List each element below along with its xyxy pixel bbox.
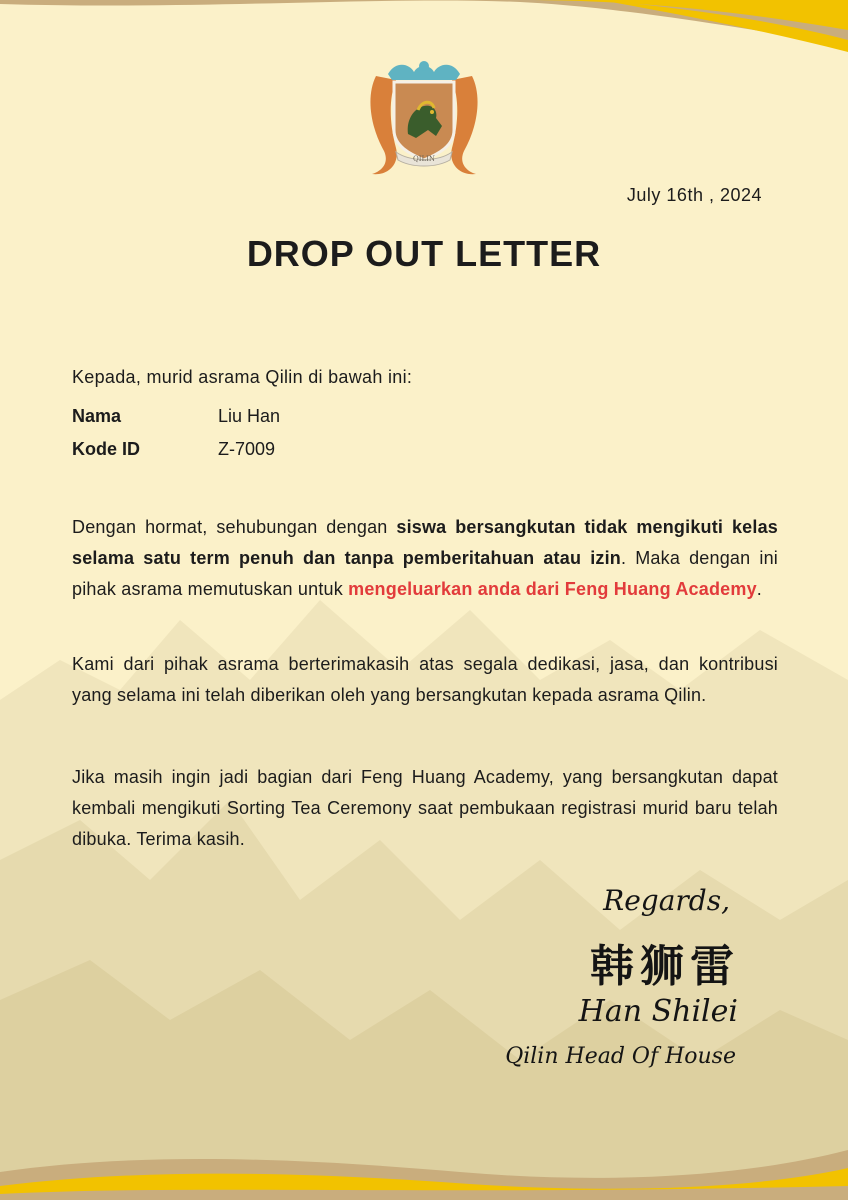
field-value: Z-7009: [218, 439, 276, 459]
paragraph-reapply: Jika masih ingin jadi bagian dari Feng Huang Academy, yang bersangkutan dapat kembali mengikuti Sorting Tea Ceremony saat pembukaan registrasi murid baru telah dibuka. Terima kasih.: [72, 767, 778, 849]
signature-role: Qilin Head Of House: [505, 1044, 736, 1069]
paragraph-text: .: [756, 579, 762, 599]
field-nama: [72, 406, 280, 427]
paragraph-thanks: Kami dari pihak asrama berterimakasih atas segala dedikasi, jasa, dan kontribusi yang selama ini telah diberikan oleh yang bersangkutan kepada asrama Qilin.: [72, 654, 778, 705]
signature-name: Han Shilei: [578, 994, 738, 1029]
field-label: Kode ID: [72, 439, 141, 459]
qilin-crest-icon: [366, 56, 482, 178]
field-kode-id: [72, 439, 275, 460]
field-value: Liu Han: [218, 406, 281, 426]
paragraph-decision: [72, 512, 778, 605]
paragraph-text: Dengan hormat, sehubungan dengan: [72, 517, 397, 537]
letter-title: DROP OUT LETTER: [246, 233, 602, 274]
field-label: Nama: [72, 406, 122, 426]
top-wave-decoration: [0, 0, 848, 52]
letter-date: July 16th , 2024: [626, 185, 762, 205]
letter-intro: Kepada, murid asrama Qilin di bawah ini:: [72, 367, 413, 387]
closing-regards: Regards,: [603, 884, 730, 917]
paragraph-highlight-text: mengeluarkan anda dari Feng Huang Academy: [348, 579, 757, 599]
signature-chinese-name: 韩狮雷: [590, 941, 740, 992]
paragraph-bold-text: siswa bersangkutan tidak mengikuti kelas selama satu term penuh dan tanpa pemberitahuan atau izin: [72, 517, 778, 568]
crest-label: QILIN: [412, 155, 436, 163]
paragraph-text: . Maka dengan ini pihak asrama memutuskan untuk: [72, 548, 778, 599]
